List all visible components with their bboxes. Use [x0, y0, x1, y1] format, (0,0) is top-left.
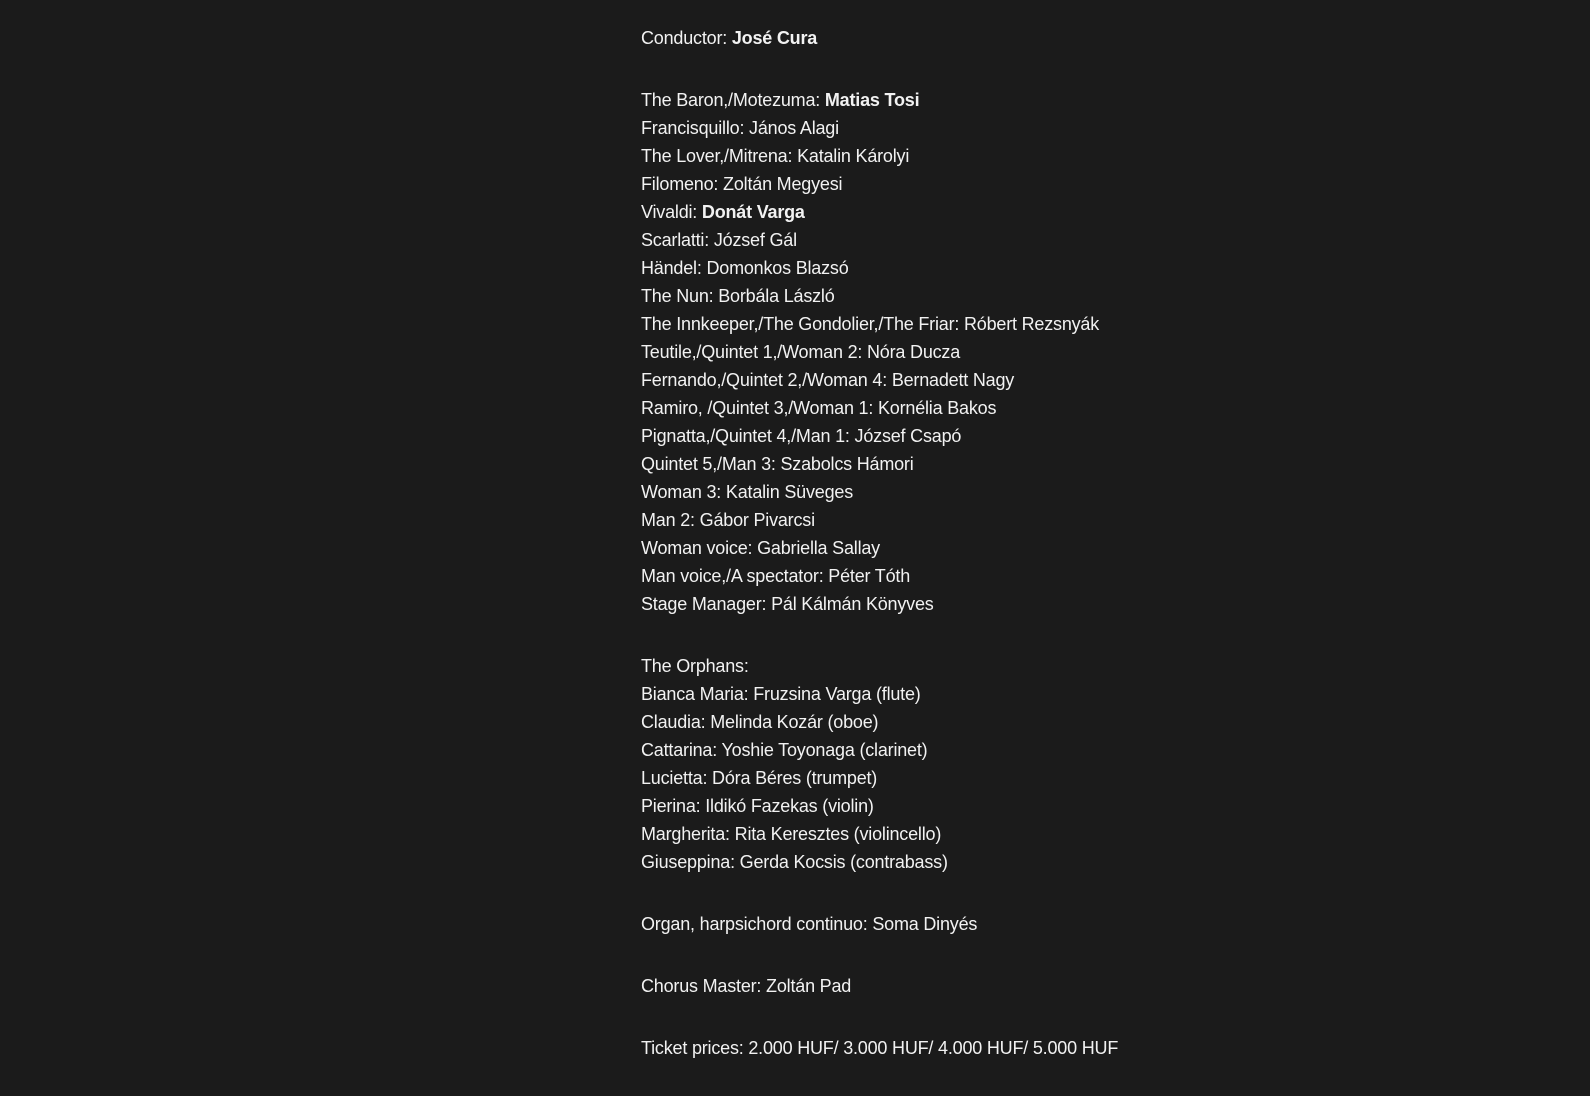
cast-name: Péter Tóth	[828, 566, 911, 586]
cast-role: Man 2:	[641, 510, 700, 530]
cast-line	[641, 506, 1461, 534]
orphans-block	[641, 652, 1461, 876]
cast-line	[641, 450, 1461, 478]
conductor-name: José Cura	[731, 28, 818, 48]
cast-role: Scarlatti:	[641, 230, 714, 250]
cast-name: János Alagi	[749, 118, 839, 138]
orphan-line	[641, 848, 1461, 876]
cast-role: Francisquillo:	[641, 118, 750, 138]
cast-name: Szabolcs Hámori	[780, 454, 914, 474]
cast-line	[641, 338, 1461, 366]
cast-role: Woman voice:	[641, 538, 758, 558]
orphan-name: Rita Keresztes (violincello)	[734, 824, 942, 844]
cast-name: Bernadett Nagy	[891, 370, 1015, 390]
cast-name: Nóra Ducza	[867, 342, 961, 362]
cast-line	[641, 170, 1461, 198]
cast-name: Katalin Süveges	[725, 482, 853, 502]
cast-name: Kornélia Bakos	[877, 398, 997, 418]
cast-role: Man voice,/A spectator:	[641, 566, 829, 586]
orphan-line	[641, 736, 1461, 764]
chorus-name: Zoltán Pad	[766, 976, 852, 996]
cast-role: Fernando,/Quintet 2,/Woman 4:	[641, 370, 892, 390]
continuo-name: Soma Dinyés	[872, 914, 978, 934]
cast-role: Quintet 5,/Man 3:	[641, 454, 781, 474]
orphan-name: Gerda Kocsis (contrabass)	[739, 852, 948, 872]
cast-role: The Baron,/Motezuma:	[641, 90, 825, 110]
chorus-block	[641, 972, 1461, 1000]
cast-name: Gábor Pivarcsi	[699, 510, 815, 530]
conductor-role: Conductor:	[641, 28, 732, 48]
orphans-heading: The Orphans:	[641, 656, 749, 676]
orphan-role: Lucietta:	[641, 768, 713, 788]
cast-line	[641, 422, 1461, 450]
orphan-name: Melinda Kozár (oboe)	[710, 712, 879, 732]
cast-role: Teutile,/Quintet 1,/Woman 2:	[641, 342, 867, 362]
orphan-role: Margherita:	[641, 824, 735, 844]
continuo-block	[641, 910, 1461, 938]
cast-role: Ramiro, /Quintet 3,/Woman 1:	[641, 398, 878, 418]
orphan-role: Bianca Maria:	[641, 684, 754, 704]
cast-name: Borbála László	[718, 286, 835, 306]
cast-name: Róbert Rezsnyák	[963, 314, 1100, 334]
cast-role: Händel:	[641, 258, 707, 278]
orphan-role: Giuseppina:	[641, 852, 740, 872]
cast-name: József Gál	[713, 230, 797, 250]
cast-role: The Lover,/Mitrena:	[641, 146, 798, 166]
cast-name: Katalin Károlyi	[797, 146, 910, 166]
chorus-line	[641, 972, 1461, 1000]
cast-line	[641, 394, 1461, 422]
orphan-role: Pierina:	[641, 796, 706, 816]
cast-line	[641, 478, 1461, 506]
orphan-name: Ildikó Fazekas (violin)	[705, 796, 874, 816]
orphan-line	[641, 764, 1461, 792]
cast-line	[641, 198, 1461, 226]
cast-line	[641, 86, 1461, 114]
cast-role: Pignatta,/Quintet 4,/Man 1:	[641, 426, 855, 446]
cast-role: The Innkeeper,/The Gondolier,/The Friar:	[641, 314, 964, 334]
cast-line	[641, 142, 1461, 170]
cast-name: Zoltán Megyesi	[723, 174, 843, 194]
cast-name: Domonkos Blazsó	[706, 258, 849, 278]
continuo-line	[641, 910, 1461, 938]
cast-line	[641, 590, 1461, 618]
cast-role: Vivaldi:	[641, 202, 702, 222]
orphan-name: Dóra Béres (trumpet)	[712, 768, 878, 788]
orphan-line	[641, 680, 1461, 708]
orphan-name: Yoshie Toyonaga (clarinet)	[721, 740, 928, 760]
continuo-role: Organ, harpsichord continuo:	[641, 914, 873, 934]
cast-line	[641, 366, 1461, 394]
cast-line	[641, 254, 1461, 282]
cast-line	[641, 562, 1461, 590]
cast-block	[641, 86, 1461, 618]
cast-line	[641, 114, 1461, 142]
chorus-role: Chorus Master:	[641, 976, 767, 996]
cast-line	[641, 534, 1461, 562]
conductor-line	[641, 24, 1461, 52]
orphan-role: Claudia:	[641, 712, 711, 732]
cast-list-content	[641, 24, 1461, 1096]
cast-name: József Csapó	[854, 426, 962, 446]
orphan-line	[641, 708, 1461, 736]
cast-role: Filomeno:	[641, 174, 724, 194]
orphan-line	[641, 792, 1461, 820]
cast-line	[641, 226, 1461, 254]
cast-line	[641, 310, 1461, 338]
cast-name: Gabriella Sallay	[757, 538, 880, 558]
cast-name: Pál Kálmán Könyves	[771, 594, 934, 614]
orphan-name: Fruzsina Varga (flute)	[753, 684, 921, 704]
cast-name: Donát Varga	[701, 202, 805, 222]
tickets-block	[641, 1034, 1461, 1062]
cast-role: Stage Manager:	[641, 594, 772, 614]
cast-role: Woman 3:	[641, 482, 726, 502]
cast-name: Matias Tosi	[824, 90, 920, 110]
cast-line	[641, 282, 1461, 310]
ticket-prices: Ticket prices: 2.000 HUF/ 3.000 HUF/ 4.000 HUF/ 5.000 HUF	[641, 1038, 1119, 1058]
orphan-line	[641, 820, 1461, 848]
orphan-role: Cattarina:	[641, 740, 722, 760]
cast-role: The Nun:	[641, 286, 719, 306]
conductor-block	[641, 24, 1461, 52]
